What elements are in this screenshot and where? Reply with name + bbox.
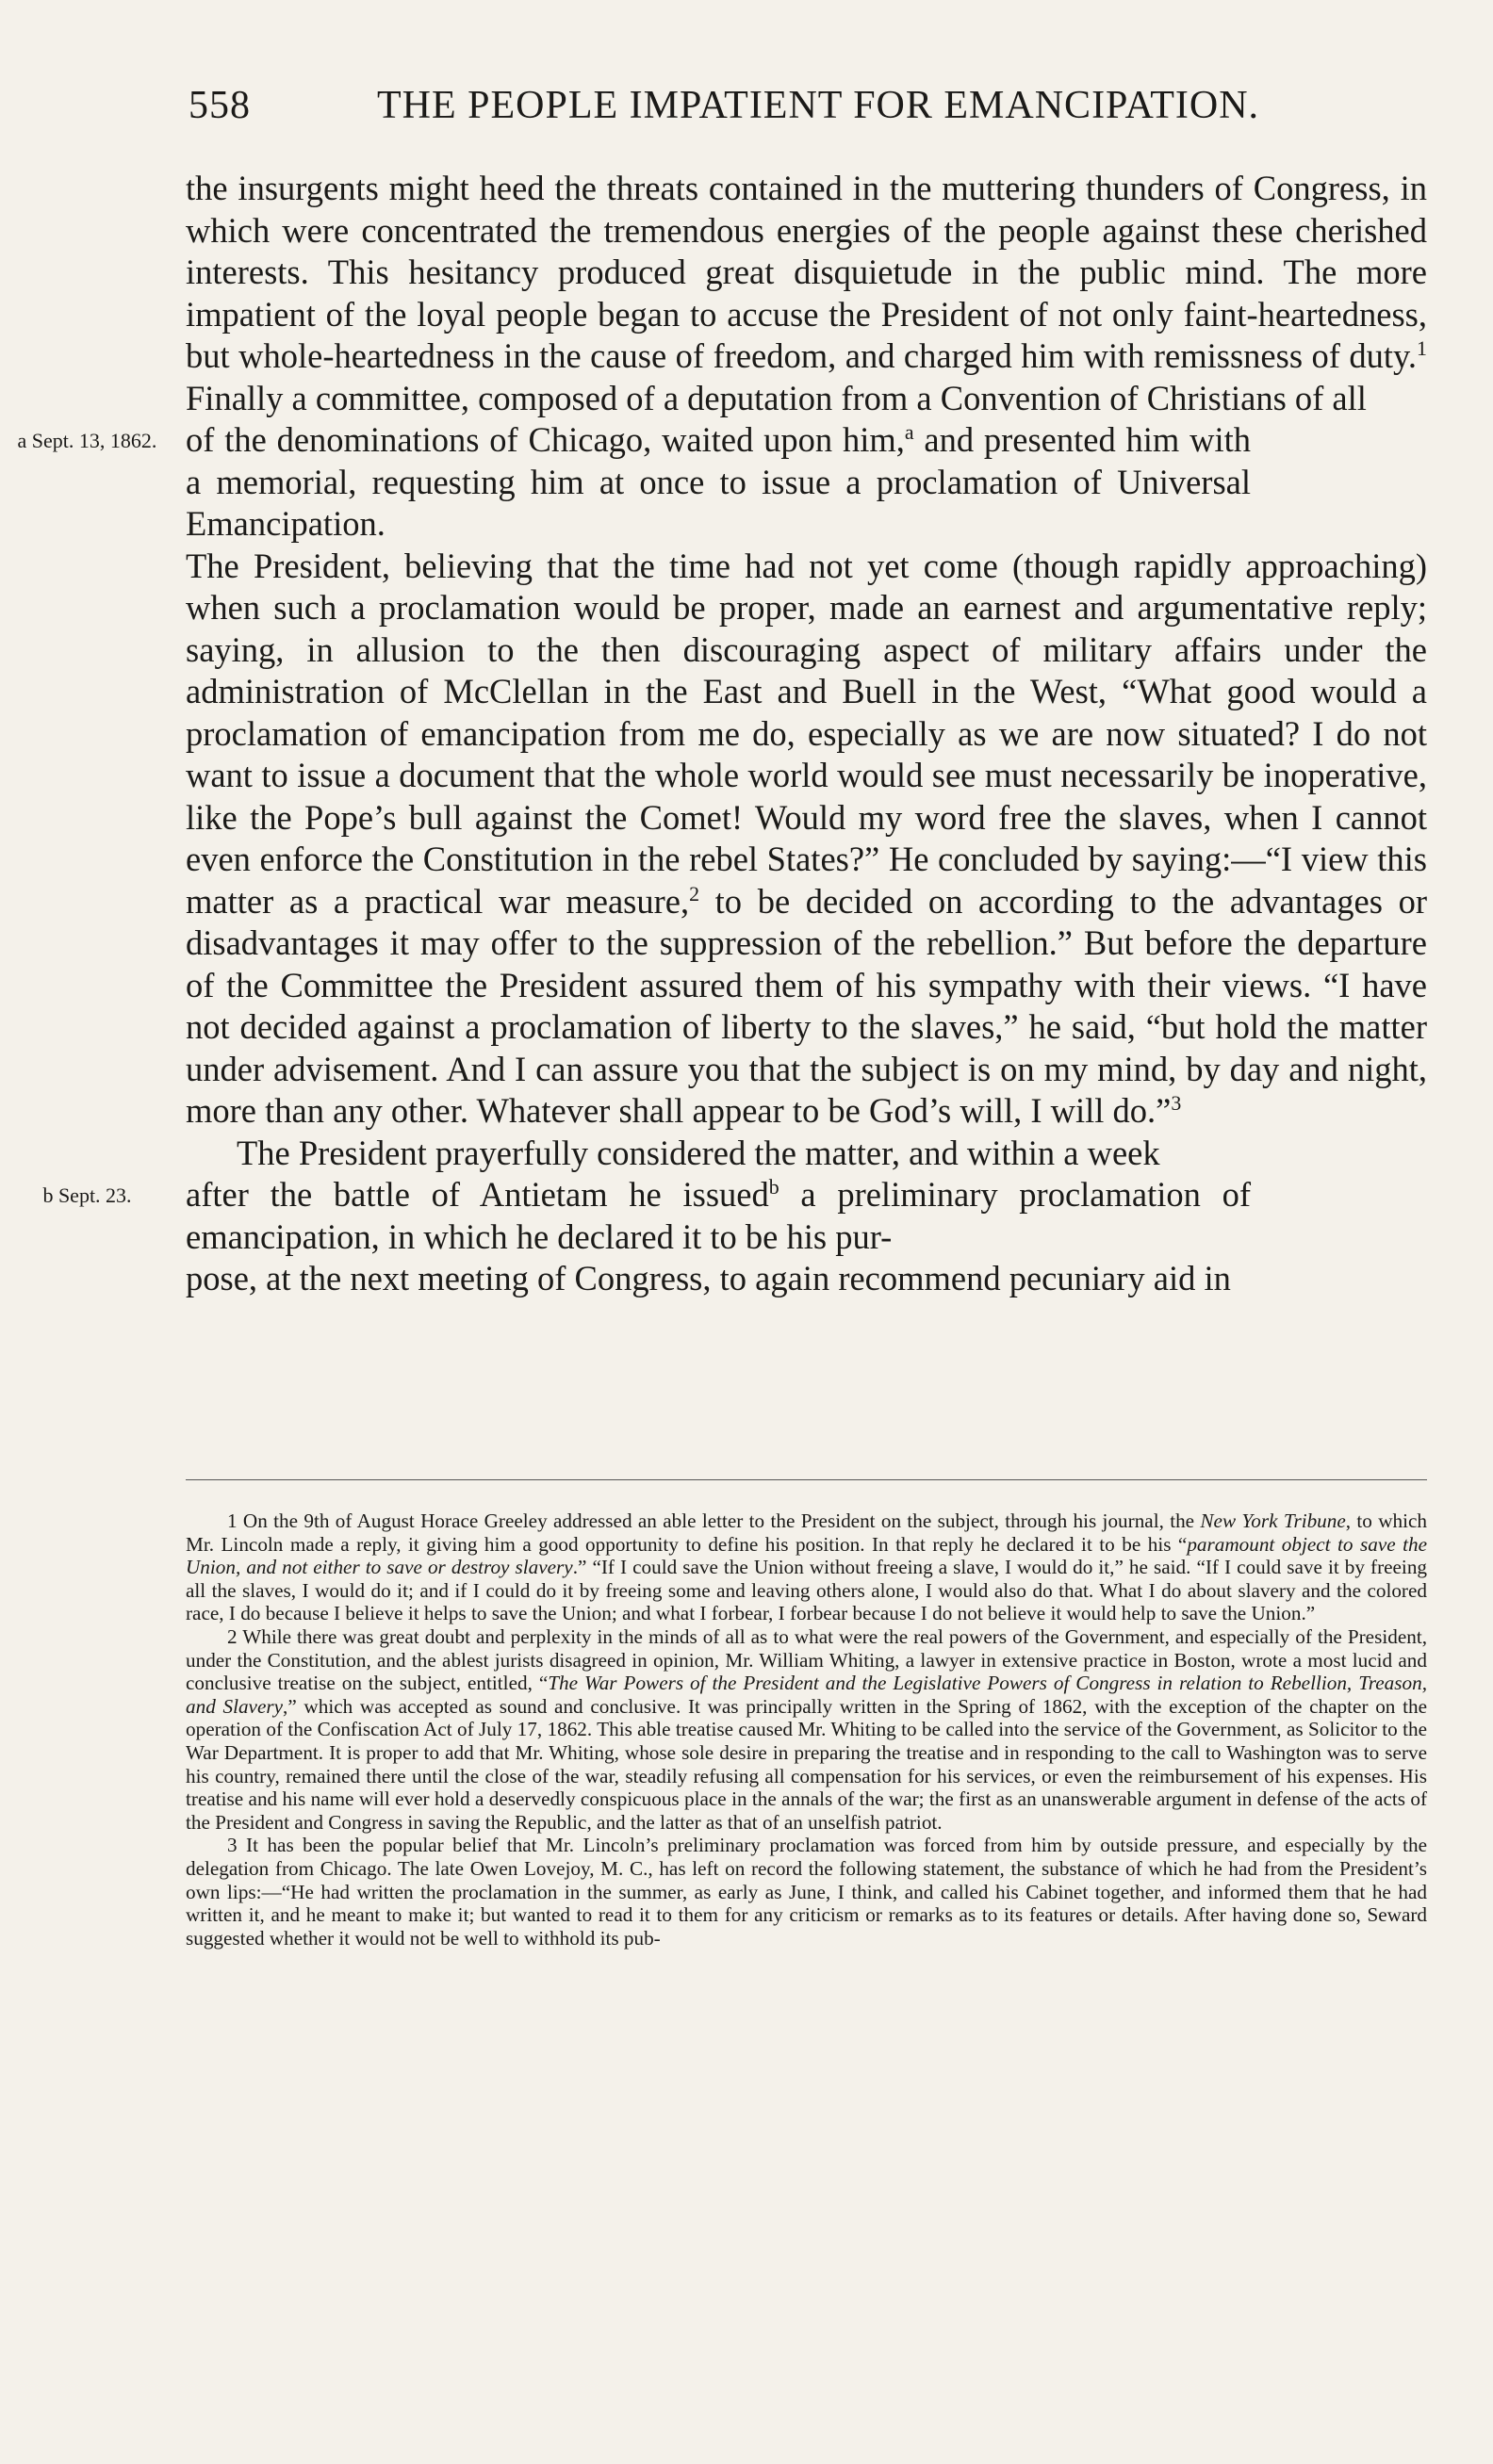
running-header — [189, 83, 1399, 139]
paragraph-1-end: The President, believing that the time had not yet come (though rapidly approaching) when such a proclamation would be proper, made an earnest and argumentative reply; saying, in allusion to the then discouraging aspect of military affairs under the administration of McClellan in the East and Buell in the West, “What good would a proclamation of emancipation from me do, especially as we are now situated? I do not want to issue a document that the whole world would see must necessarily be inoperative, like the Pope’s bull against the Comet! Would my word free the slaves, when I cannot even enforce the Constitution in the rebel States?” He concluded by saying:—“I view this matter as a practical war measure,$^2$ to be decided on according to the advantages or disadvantages it may offer to the suppression of the rebellion.” But before the departure of the Committee the President assured them of his sympathy with their views. “I have not decided against a proclamation of liberty to the slaves,” he said, “but hold the matter under advisement. And I can assure you that the subject is on my mind, by day and night, more than any other. Whatever shall appear to be God’s will, I will do.”$^3$ — [186, 546, 1428, 1130]
paragraph-2-start: The President prayerfully considered the matter, and within a week — [237, 1133, 1160, 1172]
sidenote-block-b — [0, 1174, 1427, 1258]
margin-note-sept-23: b Sept. 23. — [42, 1183, 132, 1207]
margin-ref-a: a — [904, 419, 914, 444]
footnote-ref-1: 1 — [1417, 335, 1427, 360]
paragraph-2-end: pose, at the next meeting of Congress, to again recommend pecuniary aid in — [186, 1259, 1231, 1297]
footnote-ref-3: 3 — [1171, 1090, 1182, 1115]
footnote-2: 2 While there was great doubt and perplexity in the minds of all as to what were the real powers of the Government, and especially of the President, under the Constitution, and the ablest jurists disagreed in opinion, Mr. William Whiting, a lawyer in extensive practice in Boston, wrote a most lucid and conclusive treatise on the subject, entitled, “The War Powers of the President and the Legislative Powers of Congress in relation to Rebellion, Treason, and Slavery,” which was accepted as sound and conclusive. It was principally written in the Spring of 1862, with the exception of the chapter on the operation of the Confiscation Act of July 17, 1862. This able treatise caused Mr. Whiting to be called into the service of the Government, as Solicitor to the War Department. It is proper to add that Mr. Whiting, whose sole desire in preparing the treatise and in responding to the call to Washington was to serve his country, remained there until the close of the war, steadily refusing all compensation for his services, or even the reimbursement of his expenses. His treatise and his name will ever hold a deservedly conspicuous place in the annals of the war; the first as an unanswerable argument in defense of the acts of the President and Congress in saving the Republic, and the latter as that of an unselfish patriot. — [186, 1624, 1427, 1834]
footnote-ref-2: 2 — [689, 881, 700, 906]
footnote-1: 1 On the 9th of August Horace Greeley addressed an able letter to the President on the subject, through his journal, the New York Tribune, to which Mr. Lincoln made a reply, it giving him a good opportunity to define his position. In that reply he declared it to be his “paramount object to save the Union, and not either to save or destroy slavery.” “If I could save the Union without freeing a slave, I would do it,” he said. “If I could save it by freeing all the slaves, I would do it; and if I could do it by freeing some and leaving others alone, I would also do that. What I do about slavery and the colored race, I do because I believe it helps to save the Union; and what I forbear, I forbear because I do not believe it would help to save the Union.” — [186, 1509, 1428, 1625]
paragraph-1-start: the insurgents might heed the threats contained in the muttering thunders of Congress, in which were concentrated the tremendous energies of the people against these cherished interests. This hesitancy produced great disquietude in the public mind. The more impatient of the loyal people began to accuse the President of not only faint-heartedness, but whole-heartedness in the cause of freedom, and charged him with remissness of duty.$^1$ Finally a committee, composed of a deputation from a Convention of Christians of all — [186, 169, 1427, 417]
margin-ref-b: b — [768, 1174, 779, 1199]
paragraph-2-sidenote-text: after the battle of Antietam he issued$^b$ a preliminary proclamation of emancipation, in which he declared it to be his pur- — [186, 1174, 1251, 1256]
page-number: 558 — [189, 84, 251, 127]
running-title: THE PEOPLE IMPATIENT FOR EMANCIPATION. — [377, 84, 1260, 127]
footnote-3: 3 It has been the popular belief that Mr. Lincoln’s preliminary proclamation was forced from him by outside pressure, and especially by the delegation from Chicago. The late Owen Lovejoy, M. C., has left on record the following statement, the substance of which he had from the President’s own lips:—“He had written the proclamation in the summer, as early as June, I think, and called his Cabinet together, and informed them that he had written it, and he meant to make it; but wanted to read it to them for any criticism or remarks as to its features or details. After having done so, Seward suggested whether it would not be well to withhold its pub- — [186, 1834, 1427, 1950]
main-text — [17, 168, 1428, 1300]
sidenote-block-a — [0, 419, 1427, 546]
footnote-divider — [186, 1479, 1427, 1480]
footnotes — [186, 1509, 1427, 1950]
margin-note-sept-13: a Sept. 13, 1862. — [17, 429, 157, 452]
paragraph-1-sidenote-text: of the denominations of Chicago, waited upon him,$^a$ and presented him with a memorial, requesting him at once to issue a proclamation of Universal Emancipation. — [186, 419, 1251, 543]
